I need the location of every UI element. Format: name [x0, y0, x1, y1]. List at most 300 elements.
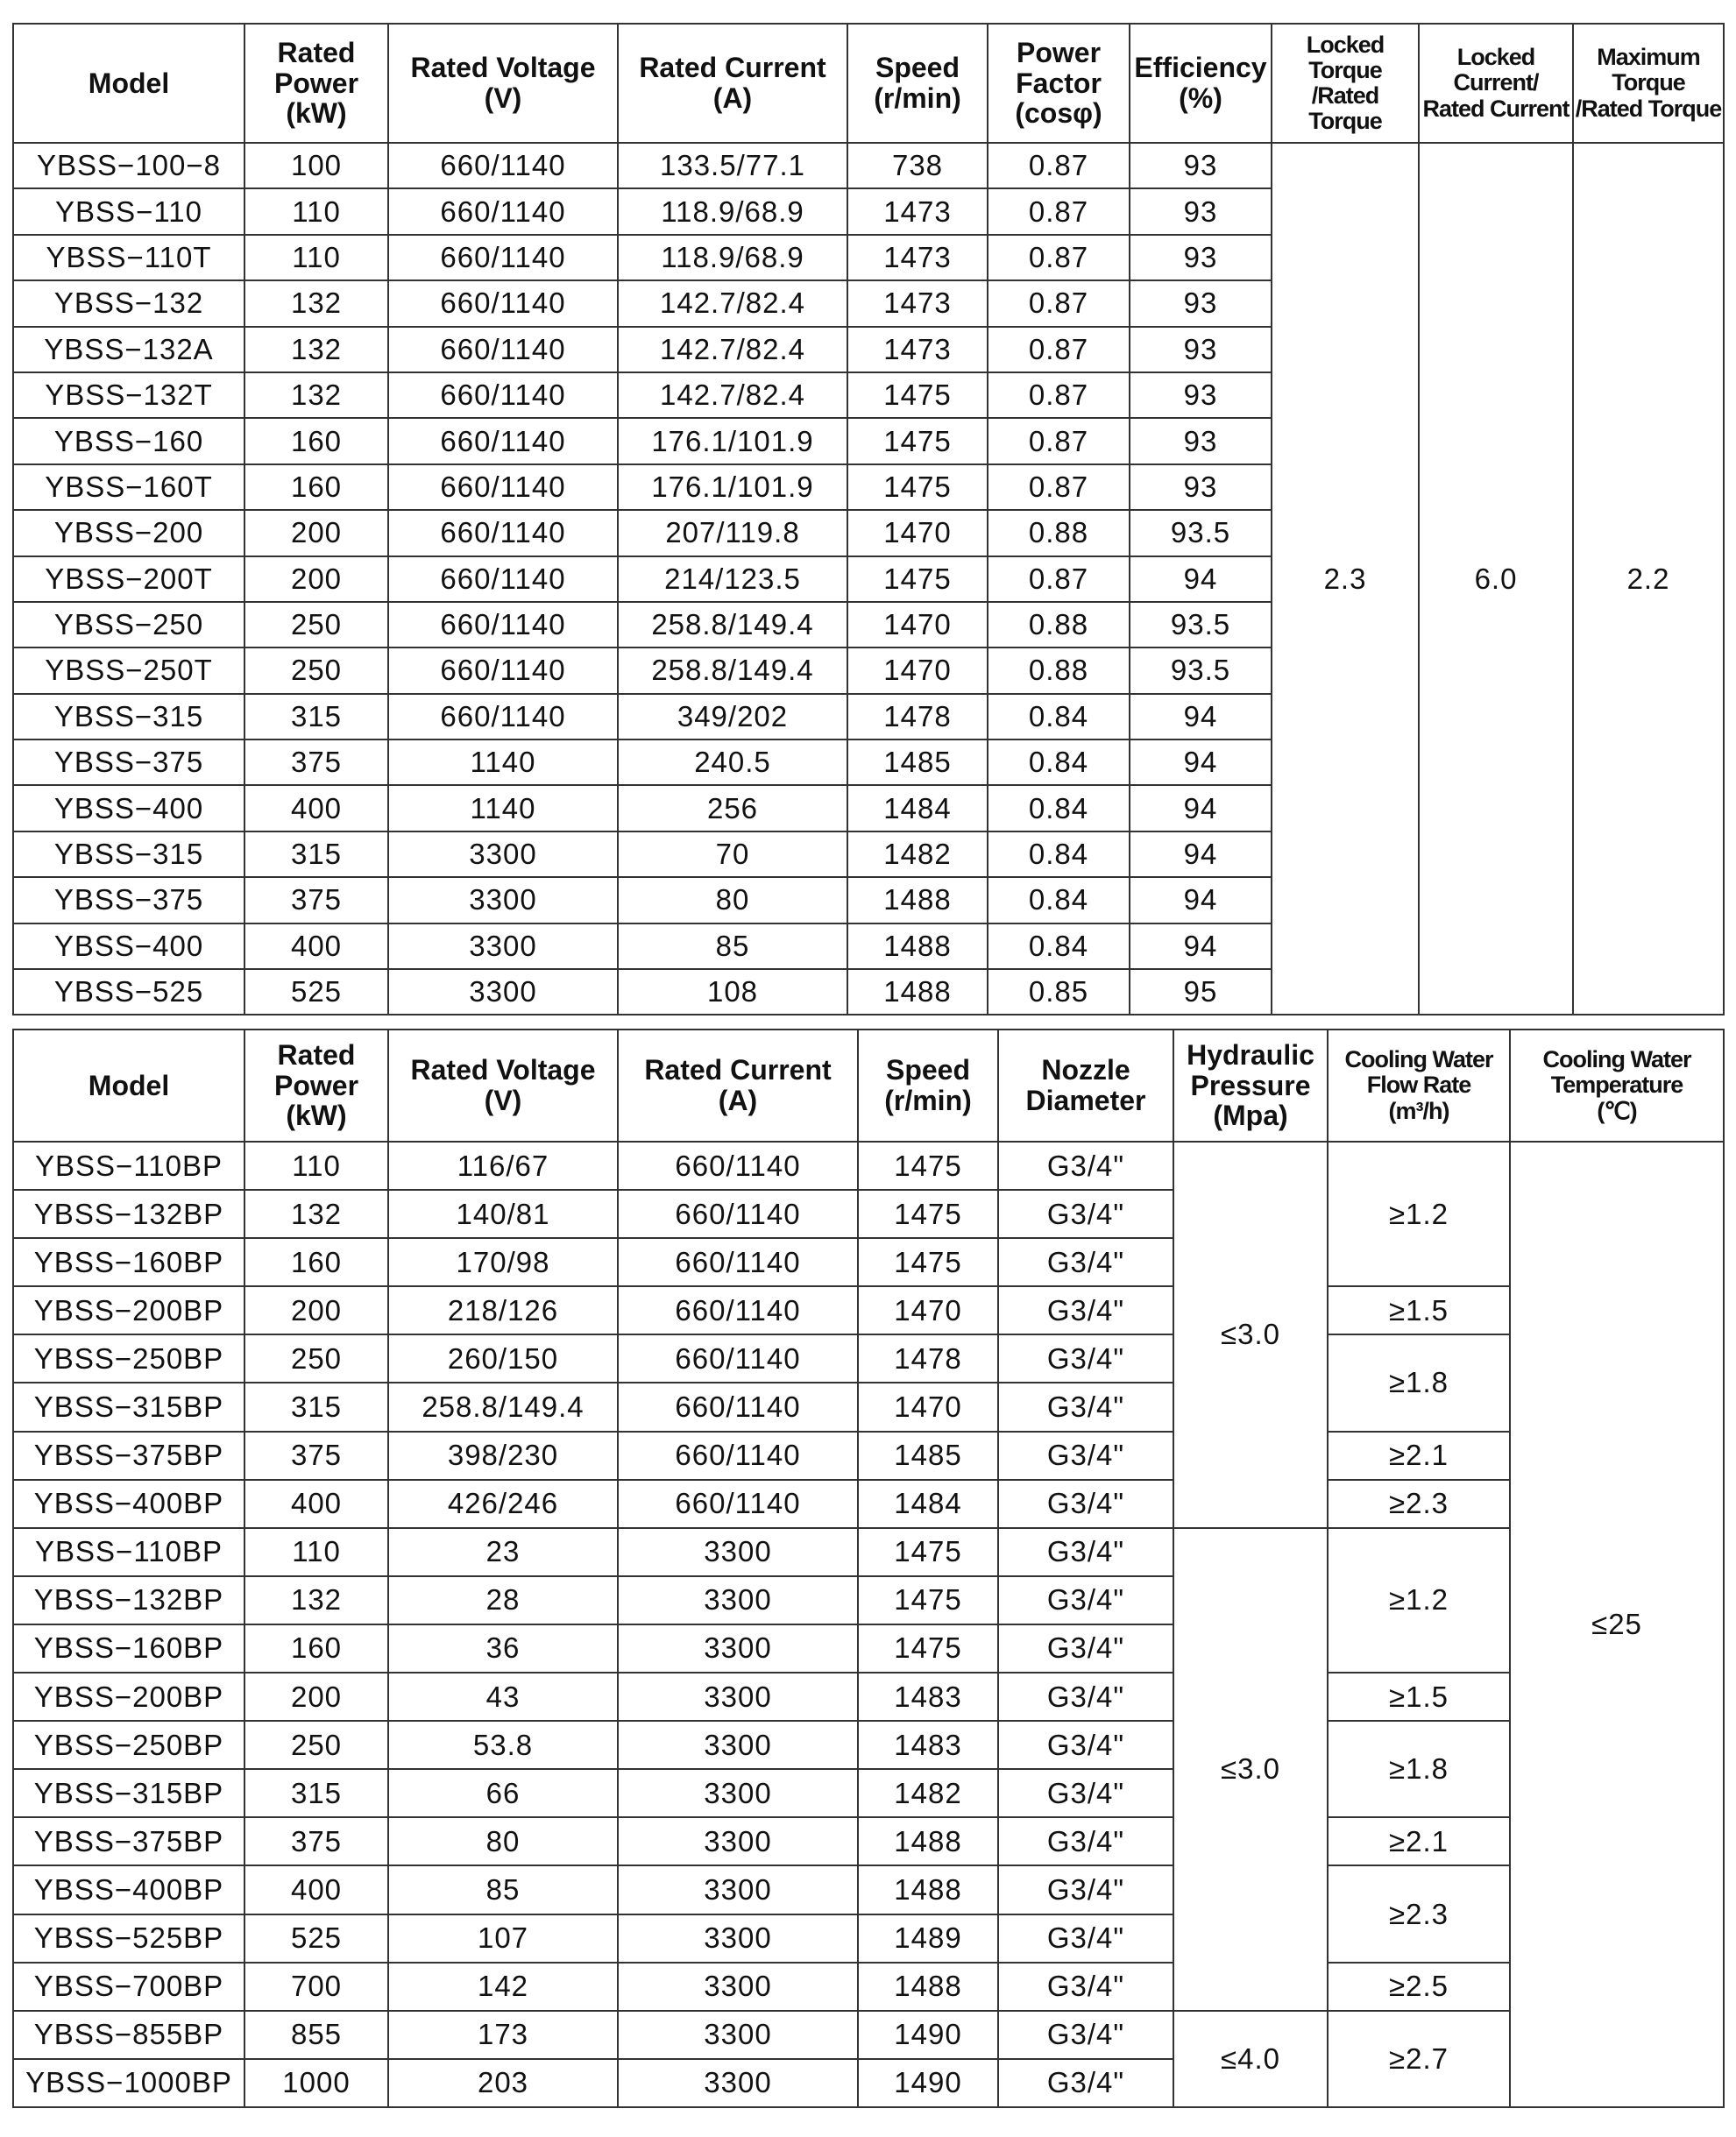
table2-header-line: Rated Voltage	[410, 1054, 596, 1086]
table2-cell: 400	[244, 1480, 388, 1528]
table1-cell: YBSS−132	[13, 280, 244, 326]
table1-cell: 93.5	[1130, 602, 1272, 647]
table2-cell: 1475	[858, 1528, 998, 1576]
table1-cell: 176.1/101.9	[618, 418, 847, 463]
table1-cell: 315	[244, 831, 388, 877]
table2-cell: 3300	[618, 1673, 858, 1721]
table2-cell: 3300	[618, 2059, 858, 2107]
table1-cell: YBSS−200	[13, 510, 244, 555]
table1-cell: 85	[618, 923, 847, 969]
table2-cell: 200	[244, 1673, 388, 1721]
table1-cell: YBSS−200T	[13, 556, 244, 602]
table1-cell: 525	[244, 969, 388, 1015]
table1-cell: 0.87	[988, 188, 1130, 234]
table2-header-line: Temperature	[1550, 1072, 1683, 1099]
table2-cell: 426/246	[388, 1480, 618, 1528]
cooling-flow-rate: ≥1.8	[1328, 1334, 1510, 1431]
table-row	[13, 1334, 1724, 1383]
table1-cell: 93	[1130, 143, 1272, 188]
table1-cell: 93	[1130, 280, 1272, 326]
table1-cell: 132	[244, 372, 388, 418]
table2-cell: YBSS−700BP	[13, 1963, 244, 2011]
table2-cell: 170/98	[388, 1238, 618, 1286]
table2-cell: G3/4"	[998, 1528, 1173, 1576]
table2-cell: 660/1140	[618, 1142, 858, 1190]
table2-cell: YBSS−1000BP	[13, 2059, 244, 2107]
cooling-flow-rate: ≥1.2	[1328, 1528, 1510, 1673]
table2-cell: 160	[244, 1238, 388, 1286]
table2-cell: G3/4"	[998, 1865, 1173, 1914]
table1-cell: 400	[244, 923, 388, 969]
table2-cell: YBSS−200BP	[13, 1673, 244, 1721]
table2-cell: 160	[244, 1624, 388, 1673]
table2-cell: 258.8/149.4	[388, 1383, 618, 1431]
table1-cell: 0.85	[988, 969, 1130, 1015]
table2-cell: YBSS−132BP	[13, 1190, 244, 1238]
table1-cell: 93	[1130, 464, 1272, 510]
table2-cell: 1475	[858, 1190, 998, 1238]
table2-cell: 85	[388, 1865, 618, 1914]
table2-header-line: Pressure	[1190, 1069, 1311, 1101]
table1-header-line: Power	[1016, 37, 1102, 69]
table2-header-7	[1328, 1030, 1510, 1142]
table2-cell: 28	[388, 1576, 618, 1624]
table1-header-line: Locked Torque	[1306, 31, 1385, 83]
table1-header-line: Rated Current	[1422, 95, 1569, 122]
table1-cell: 738	[847, 143, 988, 188]
table1-cell: 660/1140	[388, 647, 618, 693]
table1-cell: 1484	[847, 785, 988, 831]
table2-cell: 375	[244, 1432, 388, 1480]
table2-cell: G3/4"	[998, 1286, 1173, 1334]
table2-header-3	[618, 1030, 858, 1142]
table1-cell: 349/202	[618, 694, 847, 739]
table2-cell: 660/1140	[618, 1190, 858, 1238]
table1-header-line: Speed	[875, 52, 960, 84]
table1-cell: 93	[1130, 235, 1272, 280]
table1-cell: 80	[618, 877, 847, 923]
table1-cell: 1475	[847, 418, 988, 463]
table1-cell: 0.84	[988, 785, 1130, 831]
table2-header-1	[244, 1030, 388, 1142]
table2-cell: 1488	[858, 1865, 998, 1914]
table1-cell: 1475	[847, 556, 988, 602]
table2-cell: G3/4"	[998, 1480, 1173, 1528]
table2-header-line: (Mpa)	[1213, 1100, 1288, 1132]
table1-cell: 0.84	[988, 831, 1130, 877]
table2-cell: 3300	[618, 1576, 858, 1624]
table1-cell: YBSS−250T	[13, 647, 244, 693]
table1-cell: 94	[1130, 694, 1272, 739]
table-row	[13, 1432, 1724, 1480]
hydraulic-pressure: ≤3.0	[1173, 1142, 1328, 1528]
table2-cell: 116/67	[388, 1142, 618, 1190]
locked-torque-ratio: 2.3	[1272, 143, 1419, 1015]
table1-cell: 660/1140	[388, 556, 618, 602]
table2-cell: G3/4"	[998, 1383, 1173, 1431]
table2-header-2	[388, 1030, 618, 1142]
table1-cell: 118.9/68.9	[618, 188, 847, 234]
table2-cell: 1483	[858, 1673, 998, 1721]
table2-header-line: Speed	[885, 1054, 971, 1086]
table2-cell: 142	[388, 1963, 618, 2011]
table1-cell: 1140	[388, 739, 618, 785]
table1-cell: YBSS−400	[13, 923, 244, 969]
table1-header-8	[1419, 24, 1573, 143]
table1-cell: 95	[1130, 969, 1272, 1015]
table1-cell: 250	[244, 602, 388, 647]
table1-cell: 176.1/101.9	[618, 464, 847, 510]
cooling-flow-rate: ≥1.8	[1328, 1721, 1510, 1817]
table1-header-line: Locked Current/	[1453, 44, 1539, 96]
table2-cell: 1470	[858, 1383, 998, 1431]
table1-cell: 94	[1130, 831, 1272, 877]
table2-cell: YBSS−160BP	[13, 1624, 244, 1673]
table1-header-line: Model	[88, 67, 170, 99]
table2-cell: G3/4"	[998, 1334, 1173, 1383]
table1-cell: YBSS−400	[13, 785, 244, 831]
table2-cell: 660/1140	[618, 1238, 858, 1286]
table-row	[13, 1142, 1724, 1190]
table2-cell: 200	[244, 1286, 388, 1334]
table2-cell: 315	[244, 1383, 388, 1431]
table2-cell: 1475	[858, 1238, 998, 1286]
table1-cell: YBSS−375	[13, 739, 244, 785]
table2-cell: 3300	[618, 1721, 858, 1769]
table1-cell: 0.84	[988, 694, 1130, 739]
table1-cell: 93.5	[1130, 510, 1272, 555]
table2-cell: G3/4"	[998, 2011, 1173, 2059]
table1-cell: 375	[244, 877, 388, 923]
table1-cell: YBSS−525	[13, 969, 244, 1015]
table2-cell: YBSS−375BP	[13, 1432, 244, 1480]
table2-cell: 1000	[244, 2059, 388, 2107]
table2-cell: 203	[388, 2059, 618, 2107]
table1-cell: 660/1140	[388, 143, 618, 188]
table1-cell: 1470	[847, 647, 988, 693]
table2-cell: 700	[244, 1963, 388, 2011]
table2-cell: 1490	[858, 2011, 998, 2059]
table2-cell: YBSS−250BP	[13, 1334, 244, 1383]
table2-header-row	[13, 1030, 1724, 1142]
table2-header-line: Nozzle	[1041, 1054, 1130, 1086]
locked-current-ratio: 6.0	[1419, 143, 1573, 1015]
table1-cell: 93	[1130, 418, 1272, 463]
table1-cell: 0.84	[988, 923, 1130, 969]
table2-cell: 1484	[858, 1480, 998, 1528]
hydraulic-pressure: ≤4.0	[1173, 2011, 1328, 2107]
table1-header-9	[1573, 24, 1724, 143]
table1-cell: 207/119.8	[618, 510, 847, 555]
table1-header-6	[1130, 24, 1272, 143]
table2-cell: 107	[388, 1914, 618, 1963]
table2-header-line: Flow Rate	[1366, 1072, 1471, 1099]
cooling-specs-table	[12, 1029, 1725, 2108]
table1-header-line: /Rated Torque	[1575, 95, 1722, 122]
table1-cell: YBSS−132T	[13, 372, 244, 418]
table-row	[13, 1528, 1724, 1576]
table1-cell: YBSS−100−8	[13, 143, 244, 188]
table1-header-2	[388, 24, 618, 143]
table2-cell: G3/4"	[998, 1963, 1173, 2011]
maximum-torque-ratio: 2.2	[1573, 143, 1724, 1015]
table1-cell: 0.88	[988, 602, 1130, 647]
cooling-flow-rate: ≥1.5	[1328, 1673, 1510, 1721]
table2-cell: 173	[388, 2011, 618, 2059]
table-row	[13, 1721, 1724, 1769]
table1-cell: 0.88	[988, 510, 1130, 555]
table-row	[13, 143, 1724, 188]
table2-cell: G3/4"	[998, 1817, 1173, 1865]
table1-cell: 1488	[847, 923, 988, 969]
table1-cell: 108	[618, 969, 847, 1015]
table1-body	[13, 143, 1724, 1015]
table1-cell: 110	[244, 188, 388, 234]
table1-cell: 400	[244, 785, 388, 831]
table2-cell: 260/150	[388, 1334, 618, 1383]
table1-cell: YBSS−160	[13, 418, 244, 463]
table2-cell: 1475	[858, 1576, 998, 1624]
table2-header-line: (V)	[484, 1085, 522, 1116]
table1-cell: 3300	[388, 877, 618, 923]
table2-cell: YBSS−400BP	[13, 1480, 244, 1528]
table-row	[13, 1480, 1724, 1528]
table2-cell: G3/4"	[998, 1142, 1173, 1190]
table2-header-8	[1510, 1030, 1724, 1142]
table2-cell: G3/4"	[998, 1576, 1173, 1624]
table2-cell: YBSS−132BP	[13, 1576, 244, 1624]
table2-cell: YBSS−160BP	[13, 1238, 244, 1286]
table1-cell: 1475	[847, 464, 988, 510]
table2-cell: 400	[244, 1865, 388, 1914]
table2-cell: 1470	[858, 1286, 998, 1334]
motor-specs-table	[12, 23, 1725, 1015]
table2-cell: 43	[388, 1673, 618, 1721]
cooling-water-temperature: ≤25	[1510, 1142, 1724, 2107]
table1-cell: YBSS−250	[13, 602, 244, 647]
table2-cell: 660/1140	[618, 1383, 858, 1431]
table2-header-line: (kW)	[286, 1100, 347, 1132]
table2-cell: 3300	[618, 1963, 858, 2011]
table2-header-line: (m³/h)	[1388, 1097, 1449, 1124]
table2-cell: 375	[244, 1817, 388, 1865]
table2-cell: 1488	[858, 1963, 998, 2011]
table2-header-0	[13, 1030, 244, 1142]
table2-cell: 36	[388, 1624, 618, 1673]
table2-header-line: (A)	[718, 1085, 758, 1116]
table2-cell: YBSS−375BP	[13, 1817, 244, 1865]
table2-cell: G3/4"	[998, 1190, 1173, 1238]
table2-header-line: Rated Current	[644, 1054, 832, 1086]
table1-cell: 200	[244, 556, 388, 602]
table2-cell: YBSS−250BP	[13, 1721, 244, 1769]
table1-header-line: (V)	[484, 82, 522, 114]
table1-cell: 1470	[847, 510, 988, 555]
table2-body	[13, 1142, 1724, 2107]
table2-cell: YBSS−110BP	[13, 1142, 244, 1190]
table2-cell: YBSS−315BP	[13, 1383, 244, 1431]
cooling-flow-rate: ≥2.7	[1328, 2011, 1510, 2107]
table1-header-7	[1272, 24, 1419, 143]
table1-header-line: Rated Voltage	[410, 52, 596, 84]
table2-header-line: Cooling Water	[1542, 1046, 1691, 1073]
table-row	[13, 1865, 1724, 1914]
table1-cell: 0.87	[988, 418, 1130, 463]
table2-cell: 315	[244, 1769, 388, 1817]
table1-header-line: (r/min)	[874, 82, 961, 114]
table1-cell: 1485	[847, 739, 988, 785]
table1-cell: 660/1140	[388, 235, 618, 280]
table1-cell: 0.87	[988, 556, 1130, 602]
table1-cell: 660/1140	[388, 188, 618, 234]
table1-header-line: Rated Power	[273, 37, 359, 99]
table1-cell: 93	[1130, 327, 1272, 372]
table2-cell: 250	[244, 1334, 388, 1383]
table2-cell: 3300	[618, 1865, 858, 1914]
table2-header-line: (℃)	[1597, 1097, 1637, 1124]
table1-cell: 1473	[847, 235, 988, 280]
table2-cell: 3300	[618, 1769, 858, 1817]
table1-header-3	[618, 24, 847, 143]
table1-cell: 240.5	[618, 739, 847, 785]
table1-cell: 70	[618, 831, 847, 877]
table2-cell: 660/1140	[618, 1480, 858, 1528]
table1-header-line: Maximum Torque	[1597, 44, 1700, 96]
table2-cell: 23	[388, 1528, 618, 1576]
hydraulic-pressure: ≤3.0	[1173, 1528, 1328, 2011]
table1-cell: 1473	[847, 280, 988, 326]
table2-cell: YBSS−400BP	[13, 1865, 244, 1914]
table2-cell: 80	[388, 1817, 618, 1865]
table2-cell: 855	[244, 2011, 388, 2059]
table1-cell: 0.84	[988, 739, 1130, 785]
table2-cell: 1488	[858, 1817, 998, 1865]
table2-cell: 1489	[858, 1914, 998, 1963]
table2-cell: YBSS−200BP	[13, 1286, 244, 1334]
table1-cell: 0.87	[988, 372, 1130, 418]
table2-header-4	[858, 1030, 998, 1142]
cooling-flow-rate: ≥2.5	[1328, 1963, 1510, 2011]
table2-cell: 660/1140	[618, 1334, 858, 1383]
table2-header-line: Rated Power	[273, 1039, 359, 1101]
table1-header-line: (%)	[1179, 82, 1222, 114]
table2-cell: 660/1140	[618, 1286, 858, 1334]
table2-cell: 132	[244, 1576, 388, 1624]
table2-header-5	[998, 1030, 1173, 1142]
table1-header-line: Efficiency	[1134, 52, 1267, 84]
table2-cell: 3300	[618, 2011, 858, 2059]
table1-cell: 256	[618, 785, 847, 831]
table2-header-6	[1173, 1030, 1328, 1142]
table2-cell: G3/4"	[998, 1721, 1173, 1769]
table1-cell: 93	[1130, 372, 1272, 418]
table2-cell: 110	[244, 1528, 388, 1576]
table2-cell: 3300	[618, 1914, 858, 1963]
table1-cell: 0.87	[988, 327, 1130, 372]
table2-cell: G3/4"	[998, 2059, 1173, 2107]
table2-cell: YBSS−525BP	[13, 1914, 244, 1963]
table1-cell: 132	[244, 280, 388, 326]
table1-cell: 3300	[388, 831, 618, 877]
table1-cell: 93	[1130, 188, 1272, 234]
table-row	[13, 2011, 1724, 2059]
table1-cell: 0.87	[988, 143, 1130, 188]
table1-cell: 160	[244, 418, 388, 463]
table1-cell: 1488	[847, 877, 988, 923]
table1-cell: 133.5/77.1	[618, 143, 847, 188]
table1-cell: YBSS−110	[13, 188, 244, 234]
table1-cell: 1140	[388, 785, 618, 831]
table1-header-1	[244, 24, 388, 143]
table2-cell: 218/126	[388, 1286, 618, 1334]
table1-cell: 660/1140	[388, 694, 618, 739]
table1-cell: 0.87	[988, 464, 1130, 510]
table1-cell: 258.8/149.4	[618, 602, 847, 647]
table1-cell: 93.5	[1130, 647, 1272, 693]
table1-cell: 200	[244, 510, 388, 555]
table2-cell: 3300	[618, 1817, 858, 1865]
table2-cell: 1475	[858, 1142, 998, 1190]
table2-header-line: Model	[88, 1069, 170, 1101]
table2-header-line: Hydraulic	[1187, 1039, 1314, 1072]
table2-cell: 1485	[858, 1432, 998, 1480]
table2-cell: 250	[244, 1721, 388, 1769]
table1-header-line: (cosφ)	[1015, 97, 1102, 130]
table2-cell: 1482	[858, 1769, 998, 1817]
table1-cell: 142.7/82.4	[618, 327, 847, 372]
table1-cell: 660/1140	[388, 602, 618, 647]
table2-header-line: Cooling Water	[1344, 1046, 1493, 1073]
table1-cell: 142.7/82.4	[618, 280, 847, 326]
table1-header-line: Rated Current	[639, 52, 826, 84]
table2-cell: G3/4"	[998, 1624, 1173, 1673]
cooling-flow-rate: ≥2.1	[1328, 1817, 1510, 1865]
table1-cell: 660/1140	[388, 464, 618, 510]
table2-cell: G3/4"	[998, 1238, 1173, 1286]
table1-cell: 1482	[847, 831, 988, 877]
table2-cell: 3300	[618, 1528, 858, 1576]
table1-cell: 160	[244, 464, 388, 510]
cooling-flow-rate: ≥2.1	[1328, 1432, 1510, 1480]
table1-cell: 1475	[847, 372, 988, 418]
table1-cell: YBSS−110T	[13, 235, 244, 280]
cooling-flow-rate: ≥1.5	[1328, 1286, 1510, 1334]
table-row	[13, 1963, 1724, 2011]
table2-cell: 110	[244, 1142, 388, 1190]
table1-cell: 110	[244, 235, 388, 280]
table1-header-5	[988, 24, 1130, 143]
table2-cell: YBSS−110BP	[13, 1528, 244, 1576]
table1-cell: YBSS−315	[13, 831, 244, 877]
table1-cell: 660/1140	[388, 372, 618, 418]
table2-cell: 660/1140	[618, 1432, 858, 1480]
cooling-flow-rate: ≥1.2	[1328, 1142, 1510, 1286]
table1-cell: 0.84	[988, 877, 1130, 923]
table2-cell: G3/4"	[998, 1673, 1173, 1721]
table2-cell: G3/4"	[998, 1914, 1173, 1963]
table2-cell: 398/230	[388, 1432, 618, 1480]
table1-cell: 1473	[847, 188, 988, 234]
table2-cell: 1490	[858, 2059, 998, 2107]
table1-cell: 660/1140	[388, 280, 618, 326]
table2-cell: 1478	[858, 1334, 998, 1383]
table2-cell: 66	[388, 1769, 618, 1817]
table1-cell: 0.88	[988, 647, 1130, 693]
table2-cell: 525	[244, 1914, 388, 1963]
table1-cell: 375	[244, 739, 388, 785]
cooling-flow-rate: ≥2.3	[1328, 1480, 1510, 1528]
table1-cell: 1470	[847, 602, 988, 647]
